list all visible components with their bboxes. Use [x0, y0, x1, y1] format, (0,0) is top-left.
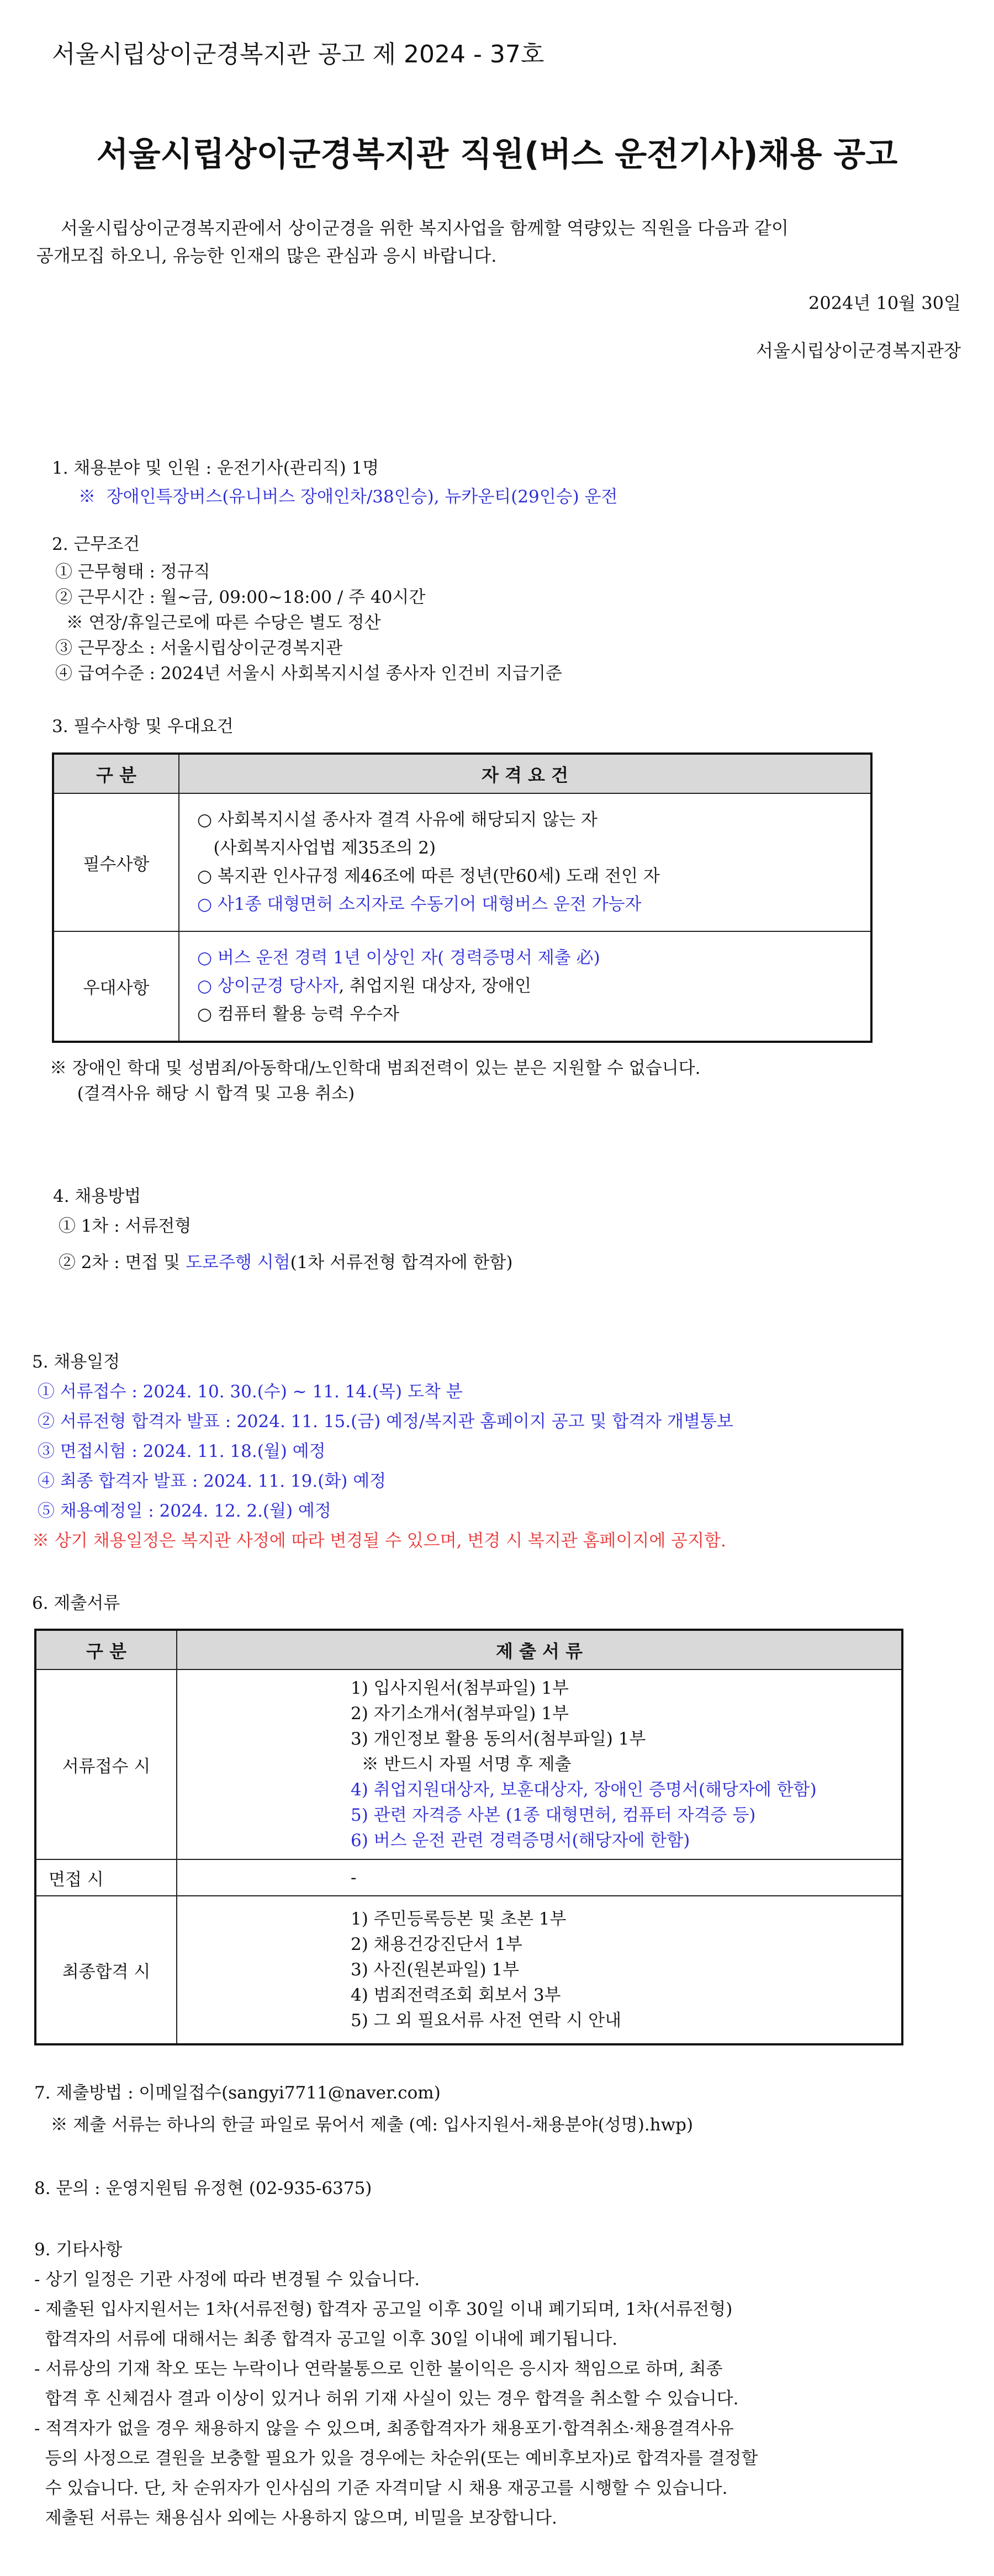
list-item: ※ 반드시 자필 서명 후 제출: [351, 1755, 572, 1774]
condition-item: ④ 급여수준 : 2024년 서울시 사회복지시설 종사자 인건비 지급기준: [55, 664, 562, 683]
section4-heading: 4. 채용방법: [53, 1186, 141, 1206]
table-header-category: 구 분: [53, 754, 179, 793]
section3-heading: 3. 필수사항 및 우대요건: [52, 717, 234, 736]
schedule-warning: ※ 상기 채용일정은 복지관 사정에 따라 변경될 수 있으며, 변경 시 복지관 홈페이지에 공지함.: [32, 1531, 726, 1551]
section2-heading: 2. 근무조건: [52, 534, 140, 554]
list-item: ○ 컴퓨터 활용 능력 우수자: [197, 1004, 399, 1024]
table-header-documents: 제 출 서 류: [177, 1630, 902, 1669]
note-line: - 적격자가 없을 경우 채용하지 않을 수 있으며, 최종합격자가 채용포기·합격취소·채용결격사유: [34, 2419, 734, 2439]
section-recruitment-schedule: [32, 1347, 733, 1556]
section9-heading: 9. 기타사항: [34, 2240, 123, 2260]
list-item: 5) 관련 자격증 사본 (1종 대형면허, 컴퓨터 자격증 등): [351, 1805, 756, 1825]
final-pass-label: 최종합격 시: [35, 1896, 177, 2044]
qualification-table: [52, 752, 873, 1043]
table-header-qualification: 자 격 요 건: [179, 754, 871, 793]
table-row: [35, 1859, 902, 1896]
list-item: 3) 개인정보 활용 동의서(첨부파일) 1부: [351, 1729, 646, 1749]
condition-item: ※ 연장/휴일근로에 따른 수당은 별도 정산: [55, 613, 381, 633]
list-item: [197, 972, 870, 1000]
list-item: ○ 사1종 대형면허 소지자로 수동기어 대형버스 운전 가능자: [197, 894, 642, 914]
note-line: - 상기 일정은 기관 사정에 따라 변경될 수 있습니다.: [34, 2270, 420, 2289]
schedule-item: ② 서류전형 합격자 발표 : 2024. 11. 15.(금) 예정/복지관 홈페이지 공고 및 합격자 개별통보: [32, 1412, 733, 1432]
note-line: - 제출된 입사지원서는 1차(서류전형) 합격자 공고일 이후 30일 이내 폐기되며, 1차(서류전형): [34, 2299, 733, 2319]
intro-line-2: 공개모집 하오니, 유능한 인재의 많은 관심과 응시 바랍니다.: [36, 245, 497, 266]
final-pass-documents: [177, 1896, 902, 2044]
issuer-name: 서울시립상이군경복지관장: [756, 340, 961, 361]
schedule-item: ③ 면접시험 : 2024. 11. 18.(월) 예정: [32, 1441, 326, 1461]
note-line: ※ 장애인 학대 및 성범죄/아동학대/노인학대 범죄전력이 있는 분은 지원할 수 없습니다.: [50, 1058, 701, 1078]
list-item: 6) 버스 운전 관련 경력증명서(해당자에 한함): [351, 1831, 690, 1851]
section5-heading: 5. 채용일정: [32, 1352, 120, 1372]
interview-documents: -: [177, 1859, 902, 1896]
list-item: ○ 버스 운전 경력 1년 이상인 자( 경력증명서 제출 必): [197, 948, 600, 968]
submission-note: ※ 제출 서류는 하나의 한글 파일로 묶어서 제출 (예: 입사지원서-채용분야(성명).hwp): [34, 2115, 694, 2135]
section1-note: ※ 장애인특장버스(유니버스 장애인차/38인승), 뉴카운티(29인승) 운전: [78, 487, 618, 507]
section-recruitment-field: [52, 454, 618, 511]
preferred-highlight: ○ 상이군경 당사자: [197, 976, 339, 996]
list-item: 3) 사진(원본파일) 1부: [351, 1960, 520, 1980]
method-item: ① 1차 : 서류전형: [53, 1216, 192, 1236]
note-line: 합격자의 서류에 대해서는 최종 합격자 공고일 이후 30일 이내에 폐기됩니다.: [34, 2329, 618, 2349]
note-line: 합격 후 신체검사 결과 이상이 있거나 허위 기재 사실이 있는 경우 합격을 취소할 수 있습니다.: [34, 2389, 739, 2409]
section1-heading: 1. 채용분야 및 인원 : 운전기사(관리직) 1명: [52, 458, 379, 478]
section-recruitment-method: [50, 1181, 513, 1278]
list-item: (사회복지사업법 제35조의 2): [197, 838, 436, 858]
page-title: 서울시립상이군경복지관 직원(버스 운전기사)채용 공고: [96, 135, 898, 174]
schedule-item: ⑤ 채용예정일 : 2024. 12. 2.(월) 예정: [32, 1501, 331, 1521]
list-item: 2) 자기소개서(첨부파일) 1부: [351, 1704, 569, 1724]
section-other-notes: [34, 2235, 758, 2533]
required-items: [179, 793, 871, 931]
method-text: (1차 서류전형 합격자에 한함): [290, 1253, 513, 1273]
table-row: [35, 1669, 902, 1859]
documents-table: [34, 1629, 903, 2045]
method-highlight: 도로주행 시험: [186, 1253, 290, 1273]
schedule-item: ① 서류접수 : 2024. 10. 30.(수) ~ 11. 14.(목) 도착 분: [32, 1382, 463, 1402]
application-documents: [177, 1669, 902, 1859]
section6-heading: 6. 제출서류: [32, 1593, 120, 1613]
section-work-conditions: [52, 532, 562, 686]
list-item: 2) 채용건강진단서 1부: [351, 1934, 522, 1954]
list-item: ○ 사회복지시설 종사자 결격 사유에 해당되지 않는 자: [197, 810, 598, 830]
condition-item: ② 근무시간 : 월~금, 09:00~18:00 / 주 40시간: [55, 587, 426, 607]
intro-paragraph: [36, 214, 964, 269]
notice-number: 서울시립상이군경복지관 공고 제 2024 - 37호: [52, 40, 544, 68]
table-header-category: 구 분: [35, 1630, 177, 1669]
table-row: [35, 1896, 902, 2044]
section-contact: [34, 2174, 372, 2203]
schedule-item: ④ 최종 합격자 발표 : 2024. 11. 19.(화) 예정: [32, 1471, 387, 1491]
note-line: (결격사유 해당 시 합격 및 고용 취소): [66, 1084, 355, 1104]
list-item: 4) 범죄전력조회 회보서 3부: [351, 1985, 561, 2005]
note-line: 제출된 서류는 채용심사 외에는 사용하지 않으며, 비밀을 보장합니다.: [34, 2508, 557, 2528]
notice-date: 2024년 10월 30일: [808, 293, 961, 314]
note-line: 등의 사정으로 결원을 보충할 필요가 있을 경우에는 차순위(또는 예비후보자)로 합격자를 결정할: [34, 2448, 758, 2468]
list-item: 1) 입사지원서(첨부파일) 1부: [351, 1678, 569, 1698]
list-item: 4) 취업지원대상자, 보훈대상자, 장애인 증명서(해당자에 한함): [351, 1780, 817, 1800]
method-text: ② 2차 : 면접 및: [53, 1253, 186, 1273]
note-line: - 서류상의 기재 착오 또는 누락이나 연락불통으로 인한 불이익은 응시자 책임으로 하며, 최종: [34, 2359, 723, 2379]
list-item: 1) 주민등록등본 및 초본 1부: [351, 1909, 567, 1929]
section8-heading: 8. 문의 : 운영지원팀 유정현 (02-935-6375): [34, 2179, 372, 2198]
section-submission-method: [34, 2077, 693, 2141]
note-line: 수 있습니다. 단, 차 순위자가 인사심의 기준 자격미달 시 채용 재공고를 시행할 수 있습니다.: [34, 2478, 728, 2498]
disqualification-note: [50, 1056, 700, 1106]
application-label: 서류접수 시: [35, 1669, 177, 1859]
method-item: [50, 1248, 513, 1278]
preferred-label: 우대사항: [53, 931, 179, 1042]
required-label: 필수사항: [53, 793, 179, 931]
condition-item: ① 근무형태 : 정규직: [55, 562, 210, 582]
table-row: [53, 931, 871, 1042]
section7-heading: 7. 제출방법 : 이메일접수(sangyi7711@naver.com): [34, 2083, 441, 2103]
list-item: 5) 그 외 필요서류 사전 연락 시 안내: [351, 2011, 622, 2031]
condition-item: ③ 근무장소 : 서울시립상이군경복지관: [55, 638, 343, 658]
table-row: [53, 793, 871, 931]
preferred-items: [179, 931, 871, 1042]
intro-line-1: 서울시립상이군경복지관에서 상이군경을 위한 복지사업을 함께할 역량있는 직원을 다음과 같이: [61, 218, 789, 238]
list-item: ○ 복지관 인사규정 제46조에 따른 정년(만60세) 도래 전인 자: [197, 866, 660, 886]
preferred-rest: , 취업지원 대상자, 장애인: [339, 976, 532, 996]
interview-label: 면접 시: [35, 1859, 177, 1896]
